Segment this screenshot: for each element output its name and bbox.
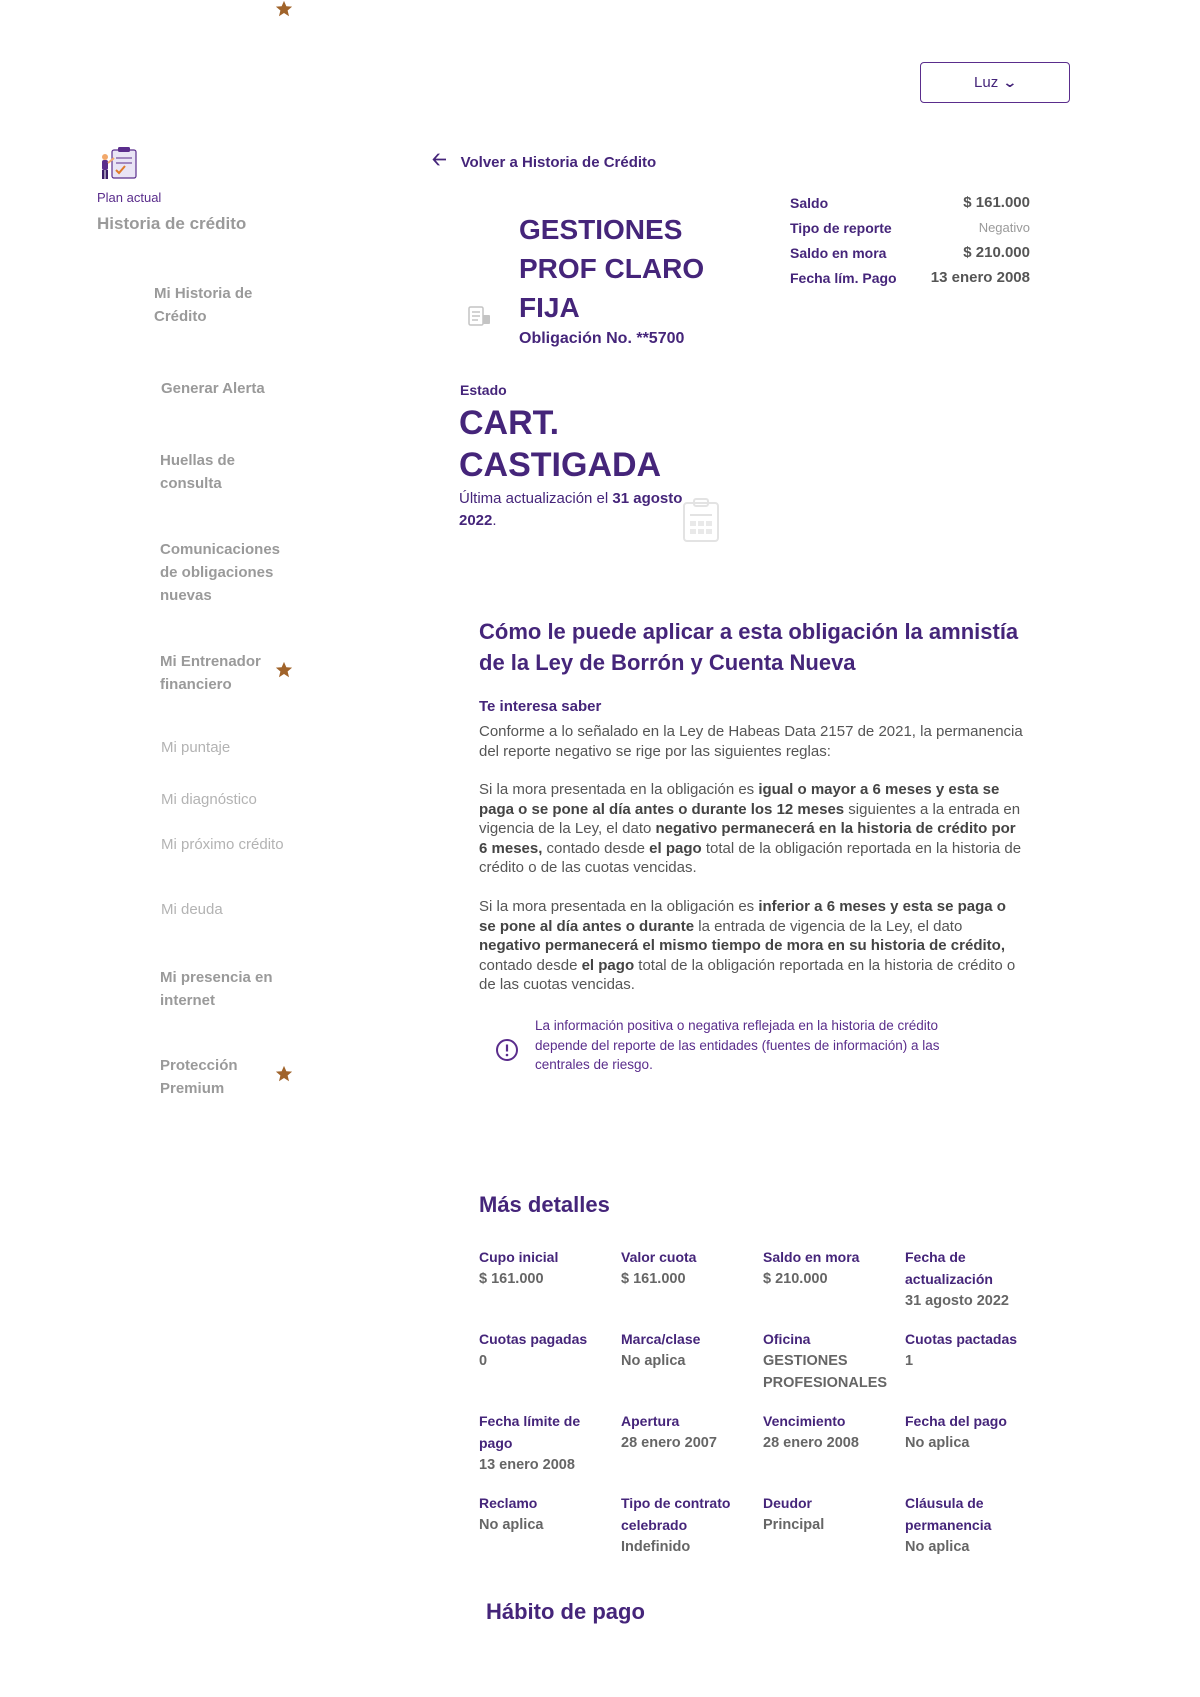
detail-value: Principal	[763, 1517, 825, 1533]
amnesty-subtitle: Te interesa saber	[479, 698, 602, 715]
rule-text-run: siguientes a la entrada en vigencia de la Ley, el dato	[479, 800, 1021, 837]
summary-label: Fecha lím. Pago	[790, 269, 897, 286]
detail-value: $ 210.000	[763, 1271, 828, 1287]
detail-label: Cupo inicial	[479, 1249, 559, 1265]
detail-value: $ 161.000	[621, 1271, 686, 1287]
rule-text-run: Si la mora presentada en la obligación es	[479, 781, 759, 798]
last-update	[459, 488, 689, 532]
detail-value: 28 enero 2007	[621, 1435, 717, 1451]
sidebar-item[interactable]: Huellas de consulta	[160, 452, 236, 492]
detail-value: No aplica	[621, 1353, 686, 1369]
sidebar-item[interactable]: Mi Entrenador financiero	[160, 653, 261, 693]
detail-cell	[621, 1410, 759, 1454]
detail-cell	[905, 1328, 1043, 1372]
detail-value: 28 enero 2008	[763, 1435, 859, 1451]
detail-label: Marca/clase	[621, 1331, 701, 1347]
rule-text-run: contado desde	[479, 956, 582, 974]
detail-value: 31 agosto 2022	[905, 1293, 1009, 1309]
rule-text-run: la entrada de vigencia de la Ley, el dato	[694, 917, 963, 935]
detail-cell	[621, 1246, 759, 1290]
details-title: Más detalles	[479, 1192, 610, 1217]
summary-row	[790, 265, 1030, 290]
sidebar-item[interactable]: Generar Alerta	[161, 380, 265, 397]
detail-label: Vencimiento	[763, 1413, 846, 1429]
theme-dropdown[interactable]	[920, 62, 1070, 103]
detail-value: Indefinido	[621, 1539, 691, 1555]
sidebar-item[interactable]: Mi presencia en internet	[160, 969, 273, 1009]
summary-value: 13 enero 2008	[930, 269, 1030, 286]
detail-cell	[479, 1410, 617, 1476]
detail-label: Valor cuota	[621, 1249, 697, 1265]
rule-text-run: inferior a 6 meses y esta se paga o se pone al día antes o durante	[479, 898, 1006, 935]
payment-habit-title: Hábito de pago	[486, 1599, 645, 1624]
detail-value: GESTIONES PROFESIONALES	[763, 1353, 888, 1391]
detail-cell	[763, 1246, 901, 1290]
rule-text-run: negativo permanecerá en la historia de crédito por 6 meses,	[479, 820, 1016, 857]
clipboard-icon	[682, 497, 720, 543]
obligation-number: Obligación No. **5700	[519, 330, 685, 347]
detail-label: Fecha de actualización	[905, 1249, 993, 1287]
detail-cell	[479, 1246, 617, 1290]
rule-text-run: total de la obligación reportada en la historia de crédito o de las cuotas vencidas.	[479, 839, 1022, 876]
rule-text-run: negativo permanecerá el mismo tiempo de mora en su historia de crédito,	[479, 937, 1005, 954]
detail-label: Oficina	[763, 1331, 811, 1347]
plan-name: Historia de crédito	[97, 214, 247, 233]
detail-label: Reclamo	[479, 1495, 538, 1511]
sidebar-item[interactable]: Mi diagnóstico	[161, 791, 257, 808]
summary-label: Saldo	[790, 194, 829, 211]
detail-cell	[621, 1328, 759, 1372]
info-alert-icon	[495, 1038, 519, 1062]
detail-label: Cuotas pactadas	[905, 1331, 1018, 1347]
amnesty-intro: Conforme a lo señalado en la Ley de Habeas Data 2157 de 2021, la permanencia del reporte negativo se rige por las siguientes reglas:	[479, 723, 1023, 760]
summary-value: Negativo	[978, 220, 1030, 235]
detail-value: No aplica	[905, 1435, 970, 1451]
detail-label: Fecha del pago	[905, 1413, 1007, 1429]
summary-table	[790, 190, 1030, 290]
status-value: CART. CASTIGADA	[459, 404, 662, 484]
detail-cell	[905, 1492, 1043, 1558]
rule-text-run: el pago	[581, 956, 635, 974]
detail-value: 1	[905, 1353, 914, 1369]
summary-row	[790, 215, 1030, 240]
plan-label: Plan actual	[97, 190, 162, 205]
detail-cell	[621, 1492, 759, 1558]
sidebar-item[interactable]: Comunicaciones de obligaciones nuevas	[160, 541, 281, 604]
amnesty-rule-2	[479, 897, 1024, 995]
detail-cell	[763, 1328, 901, 1394]
last-update-date: 31 agosto 2022	[459, 490, 683, 529]
last-update-suffix: .	[492, 512, 497, 529]
detail-label: Apertura	[621, 1413, 680, 1429]
detail-label: Fecha límite de pago	[479, 1413, 581, 1451]
back-link-label: Volver a Historia de Crédito	[460, 153, 657, 171]
summary-row	[790, 190, 1030, 215]
last-update-prefix: Última actualización el	[459, 490, 609, 507]
sidebar-item[interactable]: Mi Historia de Crédito	[154, 285, 253, 325]
summary-label: Tipo de reporte	[790, 219, 892, 236]
plan-illustration-icon	[98, 144, 144, 182]
info-notice: La información positiva o negativa reflejada en la historia de crédito depende del reporte de las entidades (fuentes de información) a las centrales de riesgo.	[535, 1018, 940, 1072]
chevron-down-icon: ⌄	[1002, 74, 1018, 90]
detail-cell	[479, 1492, 617, 1536]
rule-text-run: igual o mayor a 6 meses y esta se paga o se pone al día antes o durante los 12 meses	[479, 781, 1000, 818]
detail-cell	[905, 1246, 1043, 1312]
detail-label: Cuotas pagadas	[479, 1331, 588, 1347]
entity-name: GESTIONES PROF CLARO FIJA	[519, 214, 705, 323]
detail-cell	[763, 1492, 901, 1536]
detail-label: Cláusula de permanencia	[905, 1495, 992, 1533]
summary-label: Saldo en mora	[790, 244, 887, 261]
amnesty-title: Cómo le puede aplicar a esta obligación la amnistía de la Ley de Borrón y Cuenta Nueva	[479, 619, 1019, 675]
amnesty-rule-1	[479, 780, 1024, 878]
detail-label: Saldo en mora	[763, 1249, 860, 1265]
detail-value: 0	[479, 1353, 488, 1369]
arrow-left-icon: 🡠	[432, 149, 447, 169]
document-icon	[468, 306, 492, 328]
rule-text-run: contado desde	[542, 839, 650, 857]
detail-value: No aplica	[479, 1517, 544, 1533]
sidebar-item[interactable]: Mi puntaje	[161, 739, 231, 756]
summary-value: $ 210.000	[963, 244, 1030, 261]
detail-value: $ 161.000	[479, 1271, 544, 1287]
detail-cell	[479, 1328, 617, 1372]
status-label: Estado	[460, 382, 507, 398]
detail-cell	[905, 1410, 1043, 1454]
summary-row	[790, 240, 1030, 265]
detail-value: No aplica	[905, 1539, 970, 1555]
back-link[interactable]	[432, 147, 656, 177]
rule-text-run: total de la obligación reportada en la historia de crédito o de las cuotas vencidas.	[479, 956, 1016, 993]
premium-star-icon	[275, 661, 293, 679]
theme-label: Luz	[974, 74, 999, 91]
detail-cell	[763, 1410, 901, 1454]
premium-star-icon	[275, 0, 293, 18]
detail-label: Tipo de contrato celebrado	[621, 1495, 731, 1533]
rule-text-run: Si la mora presentada en la obligación es	[479, 898, 759, 915]
sidebar-item[interactable]: Mi deuda	[161, 901, 223, 918]
rule-text-run: el pago	[649, 839, 702, 857]
premium-star-icon	[275, 1065, 293, 1083]
detail-label: Deudor	[763, 1495, 812, 1511]
sidebar-item[interactable]: Mi próximo crédito	[161, 836, 284, 853]
detail-value: 13 enero 2008	[479, 1457, 575, 1473]
summary-value: $ 161.000	[963, 194, 1030, 211]
sidebar-item[interactable]: Protección Premium	[160, 1057, 238, 1097]
